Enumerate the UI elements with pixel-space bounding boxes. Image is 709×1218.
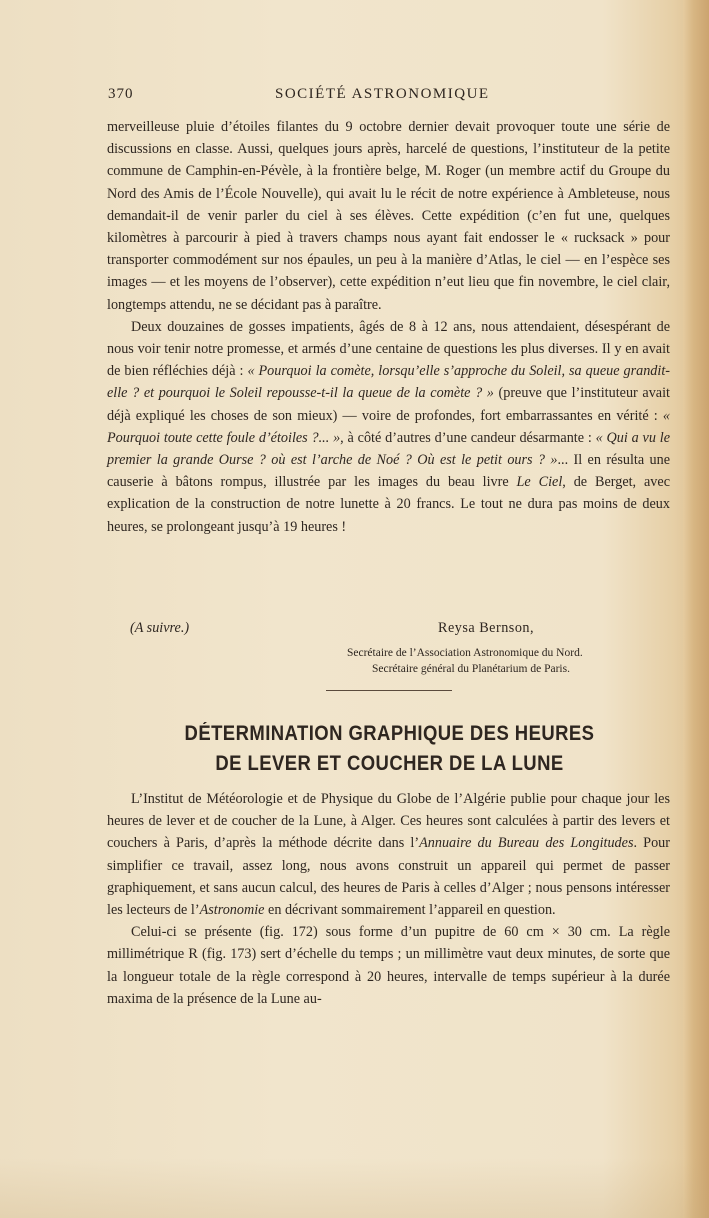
text-run: , à côté d’autres d’une candeur désarmante : [340,429,596,446]
page-edge-shadow [683,0,709,1218]
book-title: Le Ciel [516,474,563,491]
page-number: 370 [108,86,134,102]
section-divider [326,690,452,691]
signature-row [130,620,670,640]
text-run: en décrivant sommairement l’appareil en question. [264,902,556,919]
author-name: Reysa Bernson, [438,620,535,636]
quote: « Qui a vu le premier la grande Ourse ? où est l’arche de Noé ? Où est le petit ours ? » [107,429,670,469]
paragraph: merveilleuse pluie d’étoiles filantes du 9 octobre dernier devait provoquer toute une série de discussions en classe. Aussi, quelques jours après, harcelé de questions, l’instituteur de la petite commune de Camphin-en-Pévèle, à la frontière belge, M. Roger (un membre actif du Groupe du Nord des Amis de l’École Nouvelle), qui avait lu le récit de notre expérience à Ambleteuse, nous demandait-il de venir parler du ciel à ses élèves. Cette expédition (c’en fut une, quelques kilomètres à parcourir à pied à travers champs nous ayant fait endosser le « rucksack » pour transporter commodément sur nos épaules, un peu à la manière d’Atlas, le ciel — en l’espèce ses images — et les moyens de l’observer), cette expédition n’eut lieu que fin novembre, le ciel clair, longtemps attendu, ne se décidant pas à paraître. [107,119,670,313]
page-bottom-shade [0,1158,709,1218]
quote: « Pourquoi toute cette foule d’étoiles ?... » [107,407,670,446]
article-continuation [107,116,670,538]
paragraph [107,316,670,538]
journal-title: Astronomie [199,902,265,919]
text-run: ... Il en résulta une causerie à bâtons rompus, illustrée par les images du beau livre [107,452,671,491]
section-title: DE LEVER ET COUCHER DE LA LUNE [215,752,564,775]
author-affiliation: Secrétaire de l’Association Astronomique du Nord. [347,647,583,659]
paragraph: Celui-ci se présente (fig. 172) sous forme d’un pupitre de 60 cm × 30 cm. La règle millimétrique R (fig. 173) sert d’échelle du temps ; un millimètre vaut deux minutes, de sorte que la longueur totale de la règle correspond à 20 heures, intervalle de temps supérieur à la durée maxima de la présence de la Lune au- [107,924,670,1007]
running-title: SOCIÉTÉ ASTRONOMIQUE [275,86,490,102]
paragraph [107,788,670,921]
article-body [107,788,670,1010]
reference-title: Annuaire du Bureau des Longitudes [419,835,634,852]
text-run: , de Berget, avec explication de la construction de notre lunette à 20 francs. Le tout ne dura pas moins de deux heures, se prolongeant jusqu’à 19 heures ! [107,474,670,535]
author-affiliation: Secrétaire général du Planétarium de Paris. [372,663,570,675]
text-run: L’Institut de Météorologie et de Physique du Globe de l’Algérie publie pour chaque jour les heures de lever et de coucher de la Lune, à Alger. Ces heures sont calculées à partir des levers et couchers à Paris, d’après la méthode décrite dans l’ [107,791,670,852]
page-header [108,86,673,106]
text-run: Deux douzaines de gosses impatients, âgés de 8 à 12 ans, nous attendaient, désespérant de nous voir tenir notre promesse, et armés d’une centaine de questions les plus diverses. Il y en avait de bien réfléchies déjà : [107,318,670,380]
text-run: (preuve que l’instituteur avait déjà expliqué les choses de son mieux) — voire de profondes, fort embarrassantes en vérité : [107,385,670,424]
text-run: . Pour simplifier ce travail, assez long, nous avons construit un appareil qui permet de passer graphiquement, et sans aucun calcul, des heures de Paris à celles d’Alger ; nous pensons intéresser les lecteurs de l’ [107,835,670,919]
to-be-continued: (A suivre.) [130,620,190,636]
section-title: DÉTERMINATION GRAPHIQUE DES HEURES [184,722,595,745]
quote: « Pourquoi la comète, lorsqu’elle s’approche du Soleil, sa queue grandit-elle ? et pourquoi le Soleil repousse-t-il la queue de la comète ? » [107,363,670,402]
